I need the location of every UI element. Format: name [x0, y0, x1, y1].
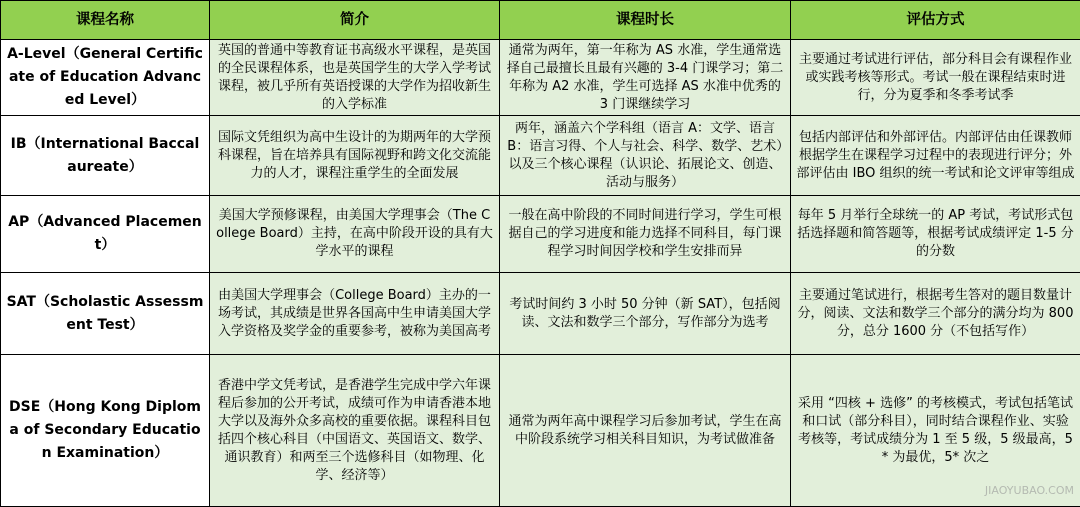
assessment-cell: 采用 “四核 + 选修” 的考核模式，考试包括笔试和口试（部分科目），同时结合课程作业、实验考核等，考试成绩分为 1 至 5 级，5 级最高，5* 为最优，5* 次之 [791, 355, 1080, 507]
assessment-cell: 每年 5 月举行全球统一的 AP 考试，考试形式包括选择题和简答题等，根据考试成绩评定 1-5 分的分数 [791, 196, 1080, 273]
duration-cell: 通常为两年高中课程学习后参加考试，学生在高中阶段系统学习相关科目知识，为考试做准备 [500, 355, 791, 507]
course-name-cell: SAT（Scholastic Assessment Test） [1, 273, 210, 355]
table-row [1, 116, 1080, 196]
intro-cell: 美国大学预修课程，由美国大学理事会（The College Board）主持，在高中阶段开设的具有大学水平的课程 [210, 196, 500, 273]
assessment-cell: 包括内部评估和外部评估。内部评估由任课教师根据学生在课程学习过程中的表现进行评分；外部评估由 IBO 组织的统一考试和论文评审等组成 [791, 116, 1080, 196]
header-row [1, 1, 1080, 40]
intro-cell: 由美国大学理事会（College Board）主办的一场考试，其成绩是世界各国高中生申请美国大学入学资格及奖学金的重要参考，被称为美国高考 [210, 273, 500, 355]
course-name-cell: IB（International Baccalaureate） [1, 116, 210, 196]
course-name-cell: A-Level（General Certificate of Education Advanced Level） [1, 40, 210, 116]
duration-cell: 两年，涵盖六个学科组（语言 A：文学、语言 B：语言习得、个人与社会、科学、数学、艺术）以及三个核心课程（认识论、拓展论文、创造、活动与服务） [500, 116, 791, 196]
duration-cell: 一般在高中阶段的不同时间进行学习，学生可根据自己的学习进度和能力选择不同科目，每门课程学习时间因学校和学生安排而异 [500, 196, 791, 273]
header-assessment: 评估方式 [791, 1, 1080, 40]
table-row [1, 273, 1080, 355]
table-row [1, 355, 1080, 507]
intro-cell: 英国的普通中等教育证书高级水平课程，是英国的全民课程体系，也是英国学生的大学入学考试课程，被几乎所有英语授课的大学作为招收新生的入学标准 [210, 40, 500, 116]
table-row [1, 196, 1080, 273]
assessment-cell: 主要通过笔试进行，根据考生答对的题目数量计分，阅读、文法和数学三个部分的满分均为 800 分，总分 1600 分（不包括写作） [791, 273, 1080, 355]
header-intro: 简介 [210, 1, 500, 40]
intro-cell: 国际文凭组织为高中生设计的为期两年的大学预科课程，旨在培养具有国际视野和跨文化交流能力的人才，课程注重学生的全面发展 [210, 116, 500, 196]
header-duration: 课程时长 [500, 1, 791, 40]
assessment-cell: 主要通过考试进行评估，部分科目会有课程作业或实践考核等形式。考试一般在课程结束时进行，分为夏季和冬季考试季 [791, 40, 1080, 116]
course-name-cell: DSE（Hong Kong Diploma of Secondary Education Examination） [1, 355, 210, 507]
duration-cell: 考试时间约 3 小时 50 分钟（新 SAT），包括阅读、文法和数学三个部分，写作部分为选考 [500, 273, 791, 355]
course-name-cell: AP（Advanced Placement） [1, 196, 210, 273]
table-row [1, 40, 1080, 116]
intro-cell: 香港中学文凭考试，是香港学生完成中学六年课程后参加的公开考试，成绩可作为申请香港本地大学以及海外众多高校的重要依据。课程科目包括四个核心科目（中国语文、英国语文、数学、通识教育）和两至三个选修科目（如物理、化学、经济等） [210, 355, 500, 507]
duration-cell: 通常为两年，第一年称为 AS 水准，学生通常选择自己最擅长且最有兴趣的 3-4 门课学习；第二年称为 A2 水准，学生可选择 AS 水准中优秀的 3 门课继续学习 [500, 40, 791, 116]
header-course-name: 课程名称 [1, 1, 210, 40]
watermark: JIAOYUBAO.COM [985, 484, 1074, 497]
